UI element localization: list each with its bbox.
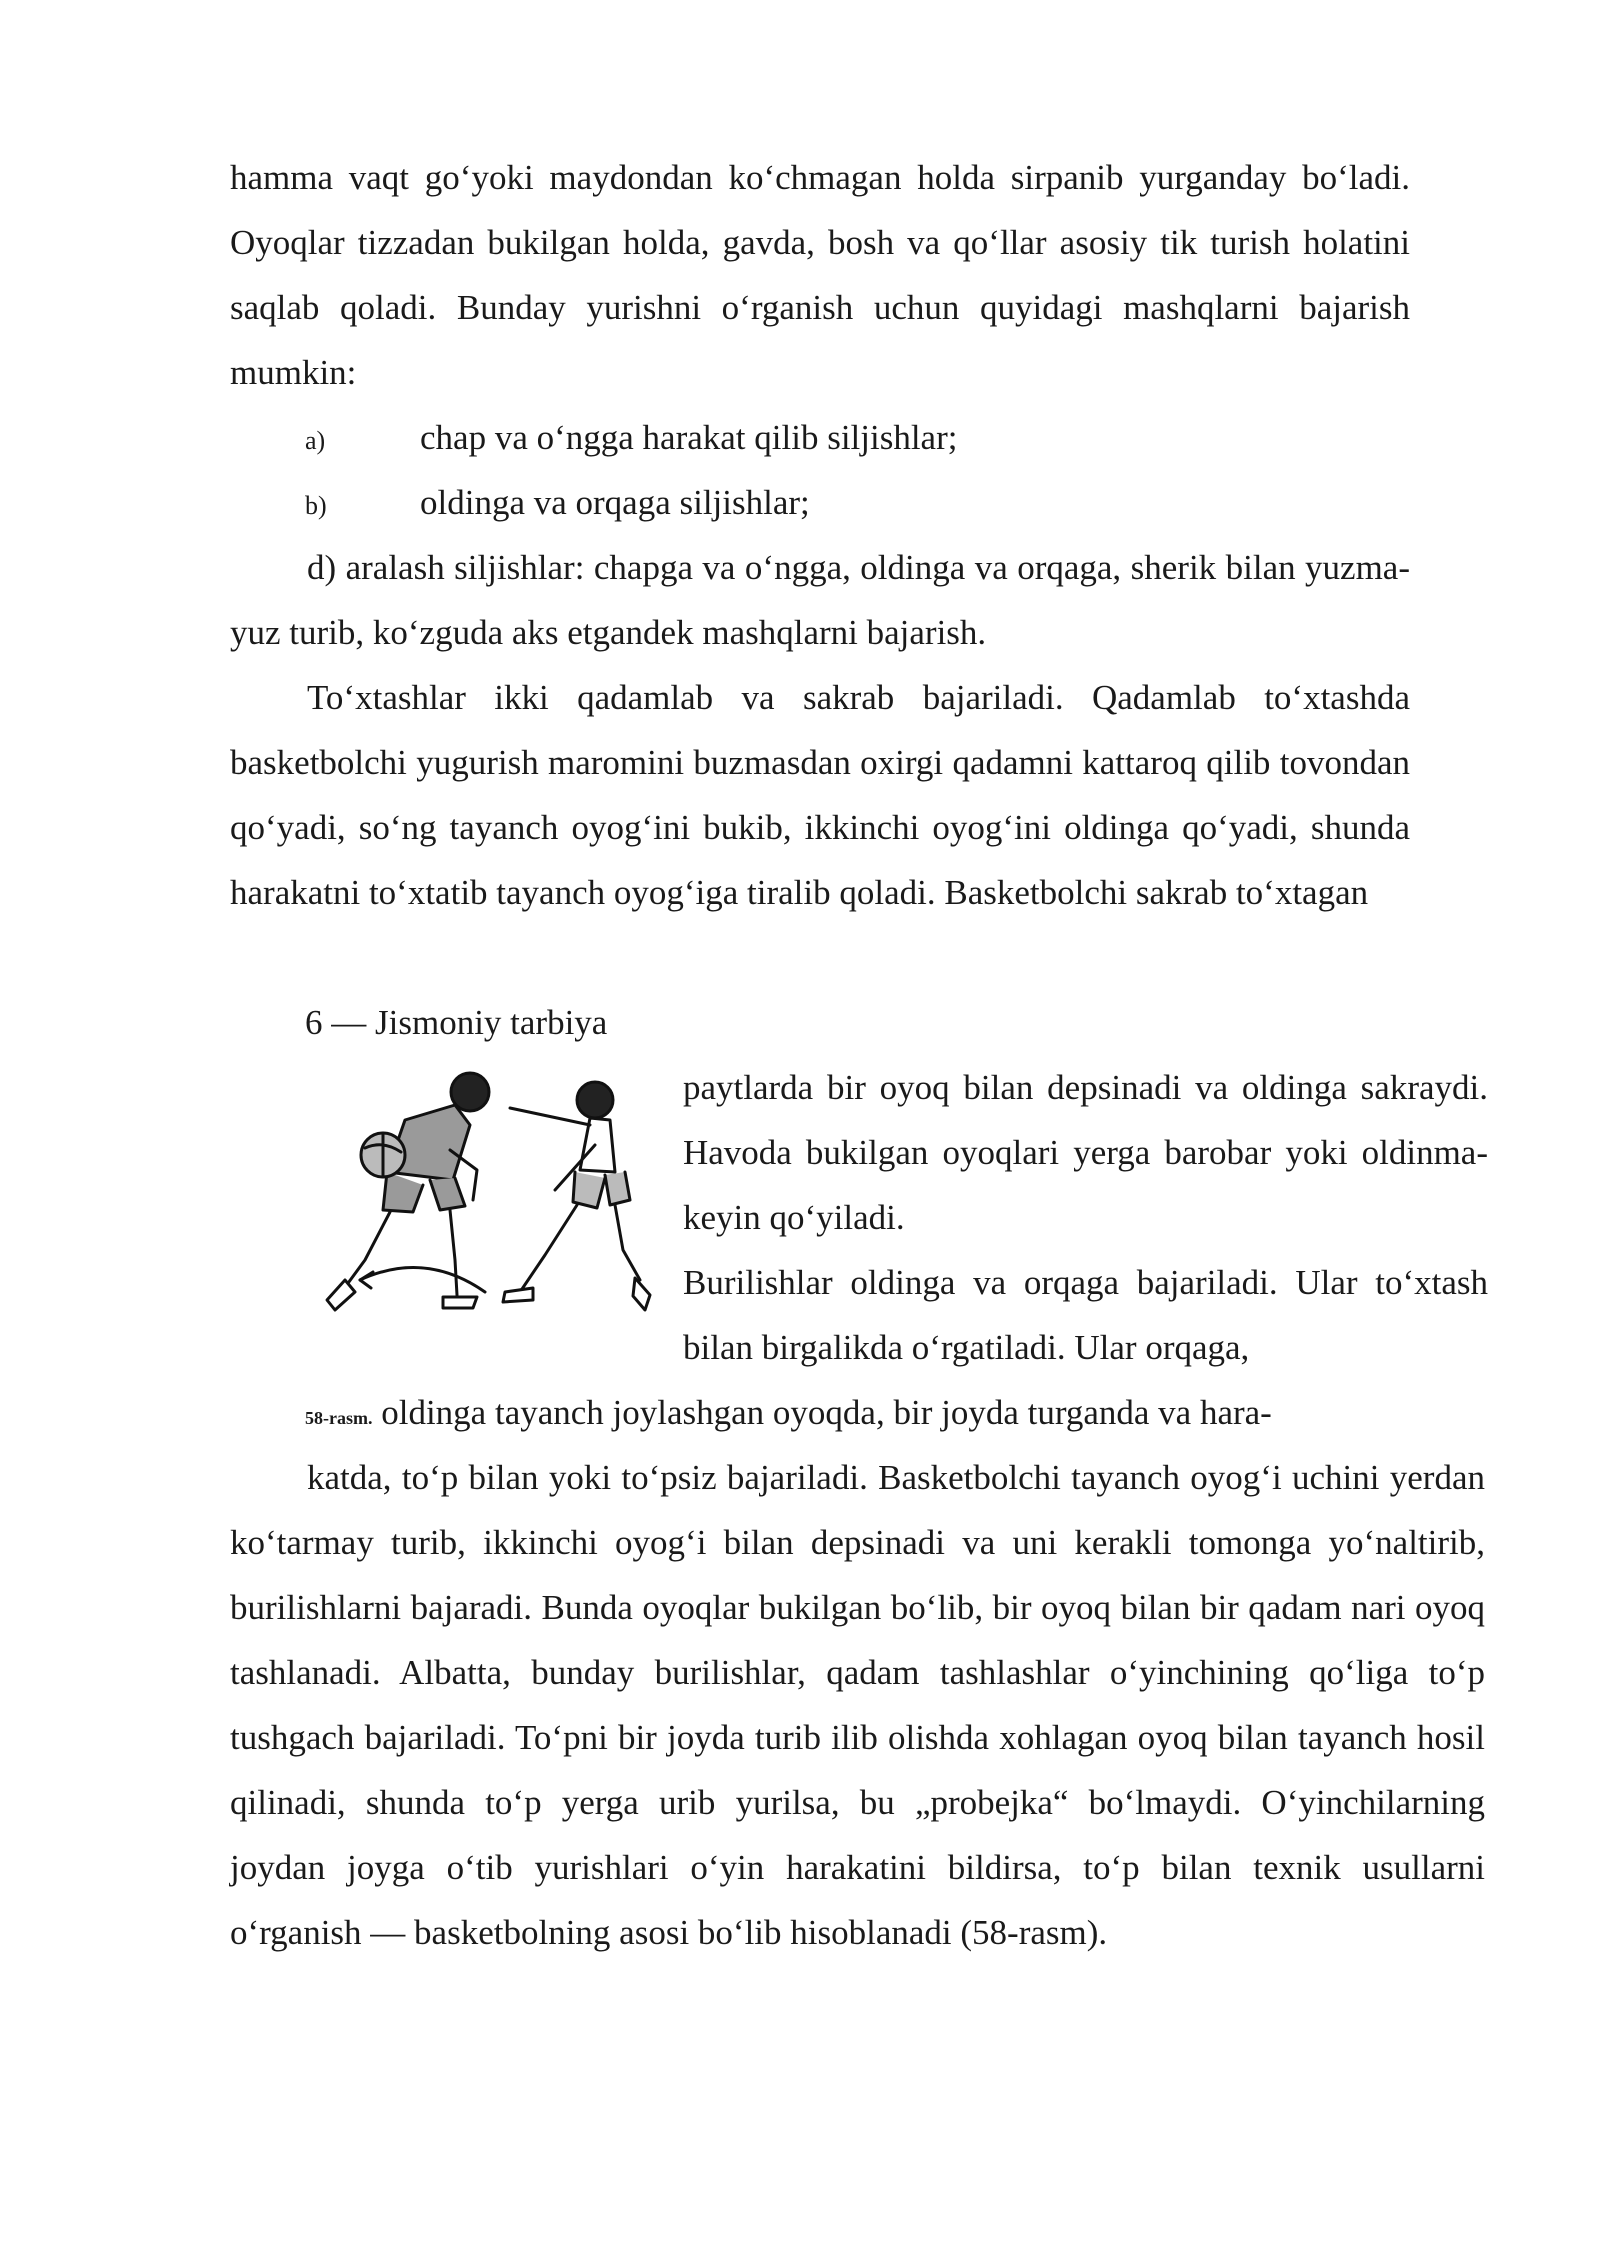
paragraph-turns-continued — [230, 1445, 1485, 1965]
list-text: chap va o‘ngga harakat qilib siljishlar; — [420, 418, 958, 457]
figure-caption: 58-rasm. — [305, 1408, 373, 1428]
side-paragraph-jump — [683, 1055, 1488, 1250]
paragraph-text: d) aralash siljishlar: chapga va o‘ngga, oldinga va orqaga, sherik bilan yuzma-yuz turib, ko‘zguda aks etgandek mashqlarni bajarish. — [230, 548, 1410, 652]
paragraph-mixed — [230, 535, 1410, 665]
list-marker: a) — [305, 426, 326, 455]
side-paragraph-turns — [683, 1250, 1488, 1380]
paragraph-walking — [230, 145, 1410, 405]
list-text: oldinga va orqaga siljishlar; — [420, 483, 810, 522]
list-marker: b) — [305, 491, 327, 520]
basketball-players-illustration — [305, 1060, 675, 1320]
paragraph-text: hamma vaqt go‘yoki maydondan ko‘chmagan holda sirpanib yurganday bo‘ladi. Oyoqlar tizzadan bukilgan holda, gavda, bosh va qo‘llar asosiy tik turish holatini saqlab qoladi. Bunday yurishni o‘rganish uchun quyidagi mashqlarni bajarish mumkin: — [230, 158, 1410, 392]
list-item-a — [305, 405, 957, 473]
paragraph-stops — [230, 665, 1410, 925]
list-item-b — [305, 470, 810, 538]
paragraph-text: katda, to‘p bilan yoki to‘psiz bajariladi. Basketbolchi tayanch oyog‘i uchini yerdan ko‘tarmay turib, ikkinchi oyog‘i bilan depsinadi va uni kerakli tomonga yo‘naltirib, burilishlarni bajaradi. Bunda oyoqlar bukilgan bo‘lib, bir oyoq bilan bir qadam nari oyoq tashlanadi. Albatta, bunday burilishlar, qadam tashlashlar o‘yinchining qo‘liga to‘p tushgach bajariladi. To‘pni bir joyda turib ilib olishda xohlagan oyoq bilan tayanch hosil qilinadi, shunda to‘p yerga urib yurilsa, bu „probejka“ bo‘lmaydi. O‘yinchilarning joydan joyga o‘tib yurishlari o‘yin harakatini bildirsa, to‘p bilan texnik usullarni o‘rganish — basketbolning asosi bo‘lib hisoblanadi (58-rasm). — [230, 1458, 1485, 1952]
paragraph-text: Burilishlar oldinga va orqaga bajariladi. Ular to‘xtash bilan birgalikda o‘rgatiladi. Ular orqaga, — [683, 1263, 1488, 1367]
paragraph-text: paytlarda bir oyoq bilan depsinadi va oldinga sakraydi. Havoda bukilgan oyoqlari yerga barobar yoki oldinma-keyin qo‘yiladi. — [683, 1068, 1488, 1237]
page-header: 6 — Jismoniy tarbiya — [305, 1003, 608, 1042]
paragraph-text: To‘xtashlar ikki qadamlab va sakrab bajariladi. Qadamlab to‘xtashda basketbolchi yugurish maromini buzmasdan oxirgi qadamni kattaroq qilib tovondan qo‘yadi, so‘ng tayanch oyog‘ini bukib, ikkinchi oyog‘ini oldinga qo‘yadi, shunda harakatni to‘xtatib tayanch oyog‘iga tiralib qoladi. Basketbolchi sakrab to‘xtagan — [230, 678, 1410, 912]
figure-basketball-players — [305, 1060, 675, 1320]
caption-line-text: oldinga tayanch joylashgan oyoqda, bir joyda turganda va hara- — [381, 1393, 1272, 1432]
caption-line — [305, 1380, 1272, 1451]
